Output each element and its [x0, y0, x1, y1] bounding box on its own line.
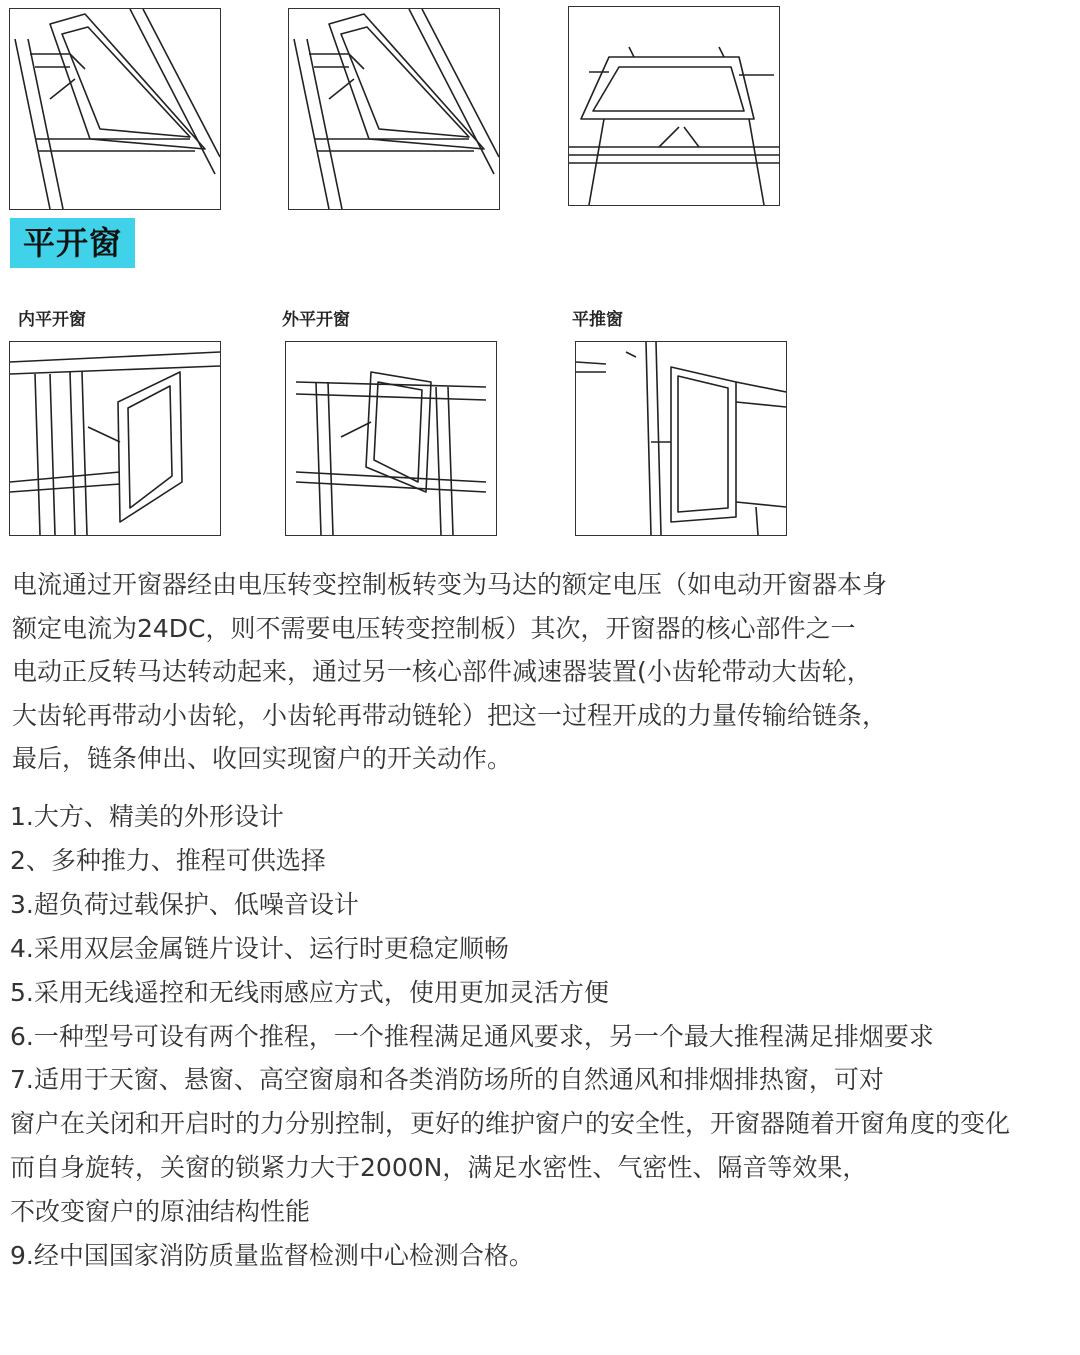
feature-line: 6.一种型号可设有两个推程，一个推程满足通风要求，另一个最大推程满足排烟要求: [10, 1021, 934, 1051]
inward-casement-illustration: [9, 341, 221, 536]
feature-line: 2、多种推力、推程可供选择: [10, 845, 326, 875]
section-title-banner: 平开窗: [10, 218, 135, 268]
feature-line: 1.大方、精美的外形设计: [10, 802, 284, 831]
description-paragraph: [12, 563, 1072, 781]
feature-line: 5.采用无线遥控和无线雨感应方式，使用更加灵活方便: [10, 977, 609, 1007]
skylight-window-illustration: [568, 6, 780, 206]
feature-line: 9.经中国国家消防质量监督检测中心检测合格。: [10, 1241, 534, 1271]
paragraph-line: 最后，链条伸出、收回实现窗户的开关动作。: [12, 744, 513, 773]
feature-list: [10, 795, 1075, 1278]
feature-line: 不改变窗户的原油结构性能: [10, 1197, 311, 1227]
paragraph-line: 大齿轮再带动小齿轮，小齿轮再带动链轮）把这一过程开成的力量传输给链条，: [12, 700, 888, 730]
paragraph-line: 电流通过开窗器经由电压转变控制板转变为马达的额定电压（如电动开窗器本身: [12, 570, 888, 599]
paragraph-line: 电动正反转马达转动起来，通过另一核心部件减速器装置(小齿轮带动大齿轮，: [12, 657, 872, 686]
caption-parallel-push: 平推窗: [572, 310, 623, 330]
caption-inward-casement: 内平开窗: [18, 310, 86, 330]
feature-line: 4.采用双层金属链片设计、运行时更稳定顺畅: [10, 933, 509, 963]
feature-line: 3.超负荷过载保护、低噪音设计: [10, 889, 359, 919]
feature-line: 7.适用于天窗、悬窗、高空窗扇和各类消防场所的自然通风和排烟排热窗，可对: [10, 1065, 884, 1095]
top-hung-window-illustration-2: [288, 8, 500, 210]
top-hung-window-illustration-1: [9, 8, 221, 210]
parallel-push-window-illustration: [575, 341, 787, 536]
paragraph-line: 额定电流为24DC，则不需要电压转变控制板）其次，开窗器的核心部件之一: [12, 613, 856, 643]
feature-line: 窗户在关闭和开启时的力分别控制，更好的维护窗户的安全性，开窗器随着开窗角度的变化: [10, 1109, 1011, 1139]
feature-line: 而自身旋转，关窗的锁紧力大于2000N，满足水密性、气密性、隔音等效果，: [10, 1153, 868, 1183]
caption-outward-casement: 外平开窗: [282, 310, 350, 330]
outward-casement-illustration: [285, 341, 497, 536]
